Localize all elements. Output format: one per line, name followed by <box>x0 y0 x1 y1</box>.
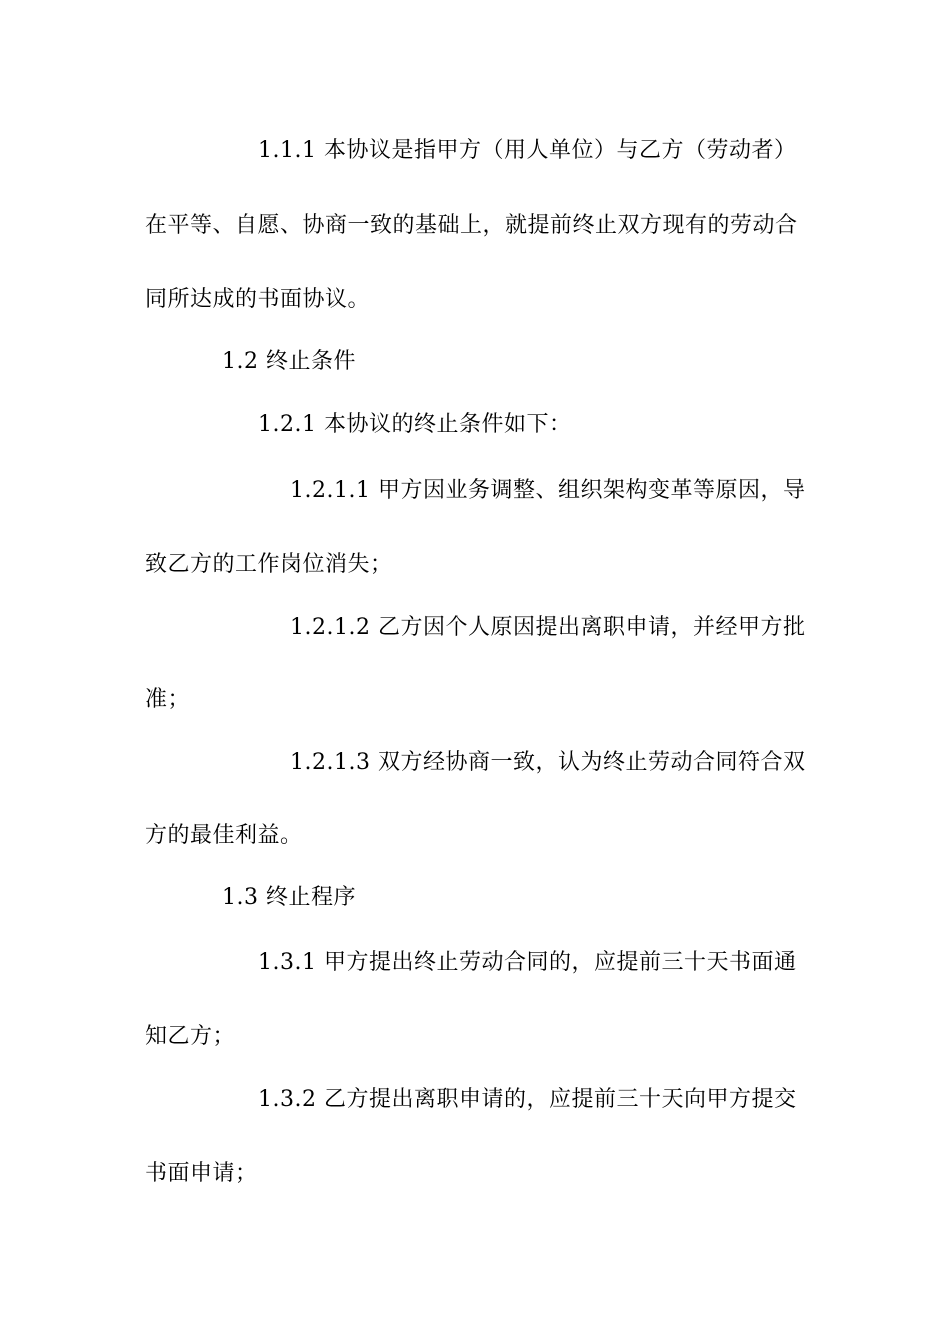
clause-1-3-1-line-1: 1.3.1 甲方提出终止劳动合同的，应提前三十天书面通 <box>258 950 797 975</box>
clause-1-3-1-line-2: 知乙方； <box>145 1024 236 1049</box>
clause-1-2-1-3-line-2: 方的最佳利益。 <box>145 823 303 848</box>
clause-1-3-2-line-1: 1.3.2 乙方提出离职申请的，应提前三十天向甲方提交 <box>258 1087 797 1112</box>
clause-1-2-1-3-line-1: 1.2.1.3 双方经协商一致，认为终止劳动合同符合双 <box>290 750 806 775</box>
clause-1-3-2-line-2: 书面申请； <box>145 1161 258 1186</box>
clause-1-2-1-1-line-2: 致乙方的工作岗位消失； <box>145 552 393 577</box>
clause-1-1-1-line-2: 在平等、自愿、协商一致的基础上，就提前终止双方现有的劳动合 <box>145 213 798 238</box>
clause-1-1-1-line-3: 同所达成的书面协议。 <box>145 287 371 312</box>
section-1-2-heading: 1.2 终止条件 <box>222 349 356 374</box>
section-1-3-heading: 1.3 终止程序 <box>222 885 356 910</box>
clause-1-2-1-1-line-1: 1.2.1.1 甲方因业务调整、组织架构变革等原因，导 <box>290 478 806 503</box>
clause-1-1-1-line-1: 1.1.1 本协议是指甲方（用人单位）与乙方（劳动者） <box>258 138 797 163</box>
clause-1-2-1-2-line-1: 1.2.1.2 乙方因个人原因提出离职申请，并经甲方批 <box>290 615 806 640</box>
clause-1-2-1-2-line-2: 准； <box>145 687 191 712</box>
clause-1-2-1: 1.2.1 本协议的终止条件如下： <box>258 412 572 437</box>
